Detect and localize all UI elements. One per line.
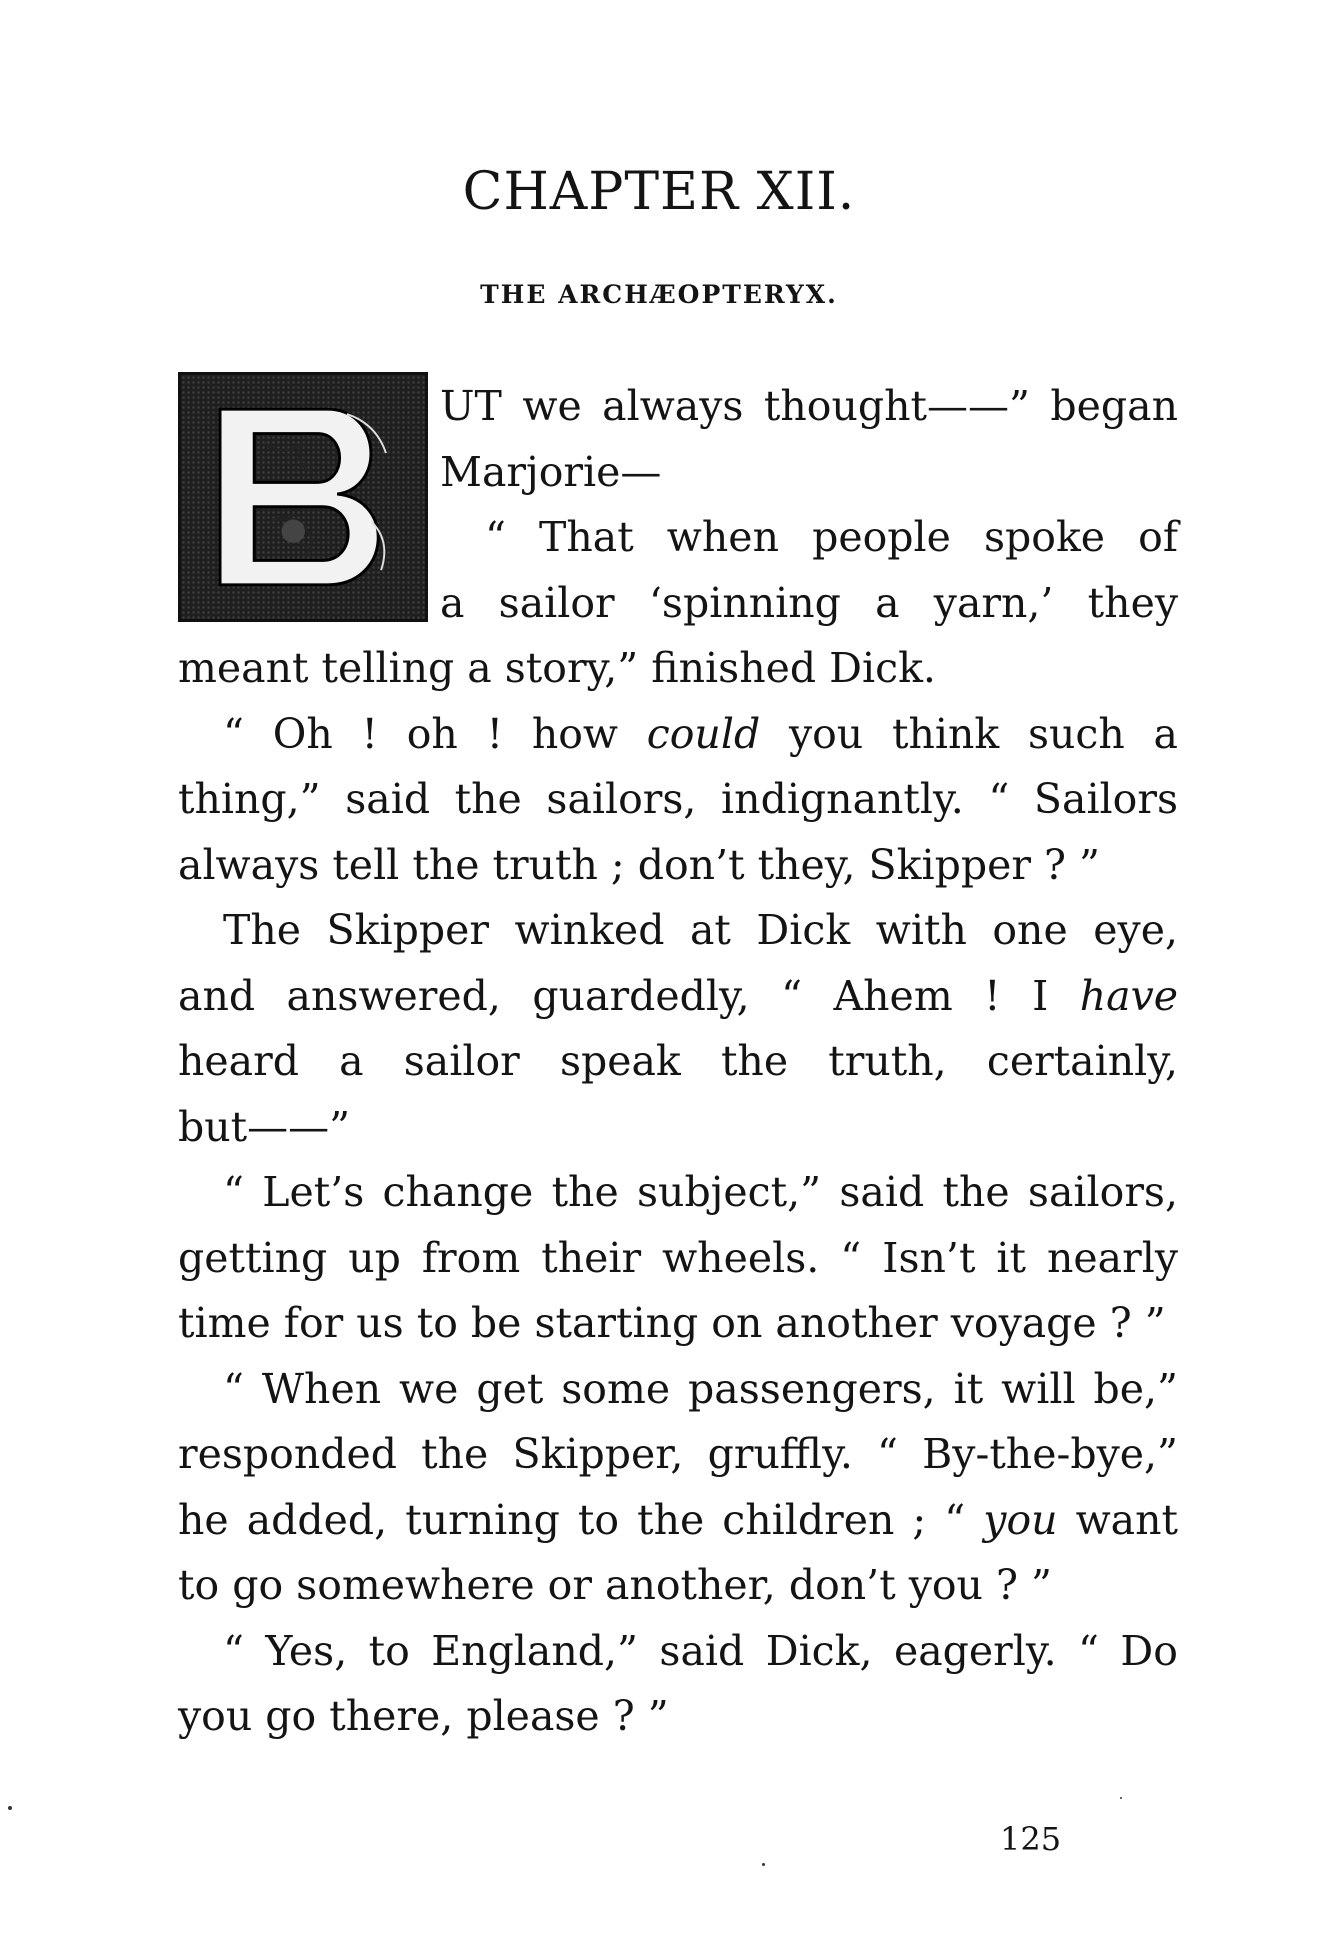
text-line: he added, turning to the children ; “ you want <box>178 1495 1179 1544</box>
text-line: meant telling a story,” finished Dick. <box>178 644 936 692</box>
text-line: getting up from their wheels. “ Isn’t it nearly <box>178 1233 1178 1282</box>
chapter-title: CHAPTER XII. <box>462 162 856 222</box>
text-line: “ When we get some passengers, it will be,” <box>223 1364 1178 1413</box>
chapter-body-text <box>178 374 1178 1750</box>
text-line: “ Let’s change the subject,” said the sailors, <box>223 1168 1178 1216</box>
text-line: “ Yes, to England,” said Dick, eagerly. “ Do <box>223 1626 1178 1675</box>
text-line: thing,” said the sailors, indignantly. “ Sailors <box>178 775 1178 823</box>
text-line: “ That when people spoke of <box>485 513 1178 561</box>
text-line: but——” <box>178 1102 351 1151</box>
text-line: The Skipper winked at Dick with one eye, <box>223 906 1178 954</box>
text-line: “ Oh ! oh ! how could you think such a <box>223 709 1179 758</box>
text-line: a sailor ‘spinning a yarn,’ they <box>440 578 1178 627</box>
page-number: 125 <box>1000 1820 1062 1858</box>
chapter-subtitle: THE ARCHÆOPTERYX. <box>480 280 838 309</box>
text-line: and answered, guardedly, “ Ahem ! I have <box>178 971 1178 1020</box>
print-speck <box>762 1863 765 1866</box>
text-line: UT we always thought——” began <box>440 382 1178 430</box>
text-line: to go somewhere or another, don’t you ? ” <box>178 1561 1052 1609</box>
print-speck <box>1120 1797 1122 1799</box>
text-line: you go there, please ? ” <box>178 1692 669 1740</box>
text-line: Marjorie— <box>440 447 662 496</box>
text-line: time for us to be starting on another voyage ? ” <box>178 1299 1166 1347</box>
print-speck <box>8 1806 12 1810</box>
text-line: heard a sailor speak the truth, certainly, <box>178 1037 1178 1085</box>
text-line: always tell the truth ; don’t they, Skipper ? ” <box>178 840 1100 889</box>
text-line: responded the Skipper, gruffly. “ By-the-bye,” <box>178 1430 1178 1478</box>
